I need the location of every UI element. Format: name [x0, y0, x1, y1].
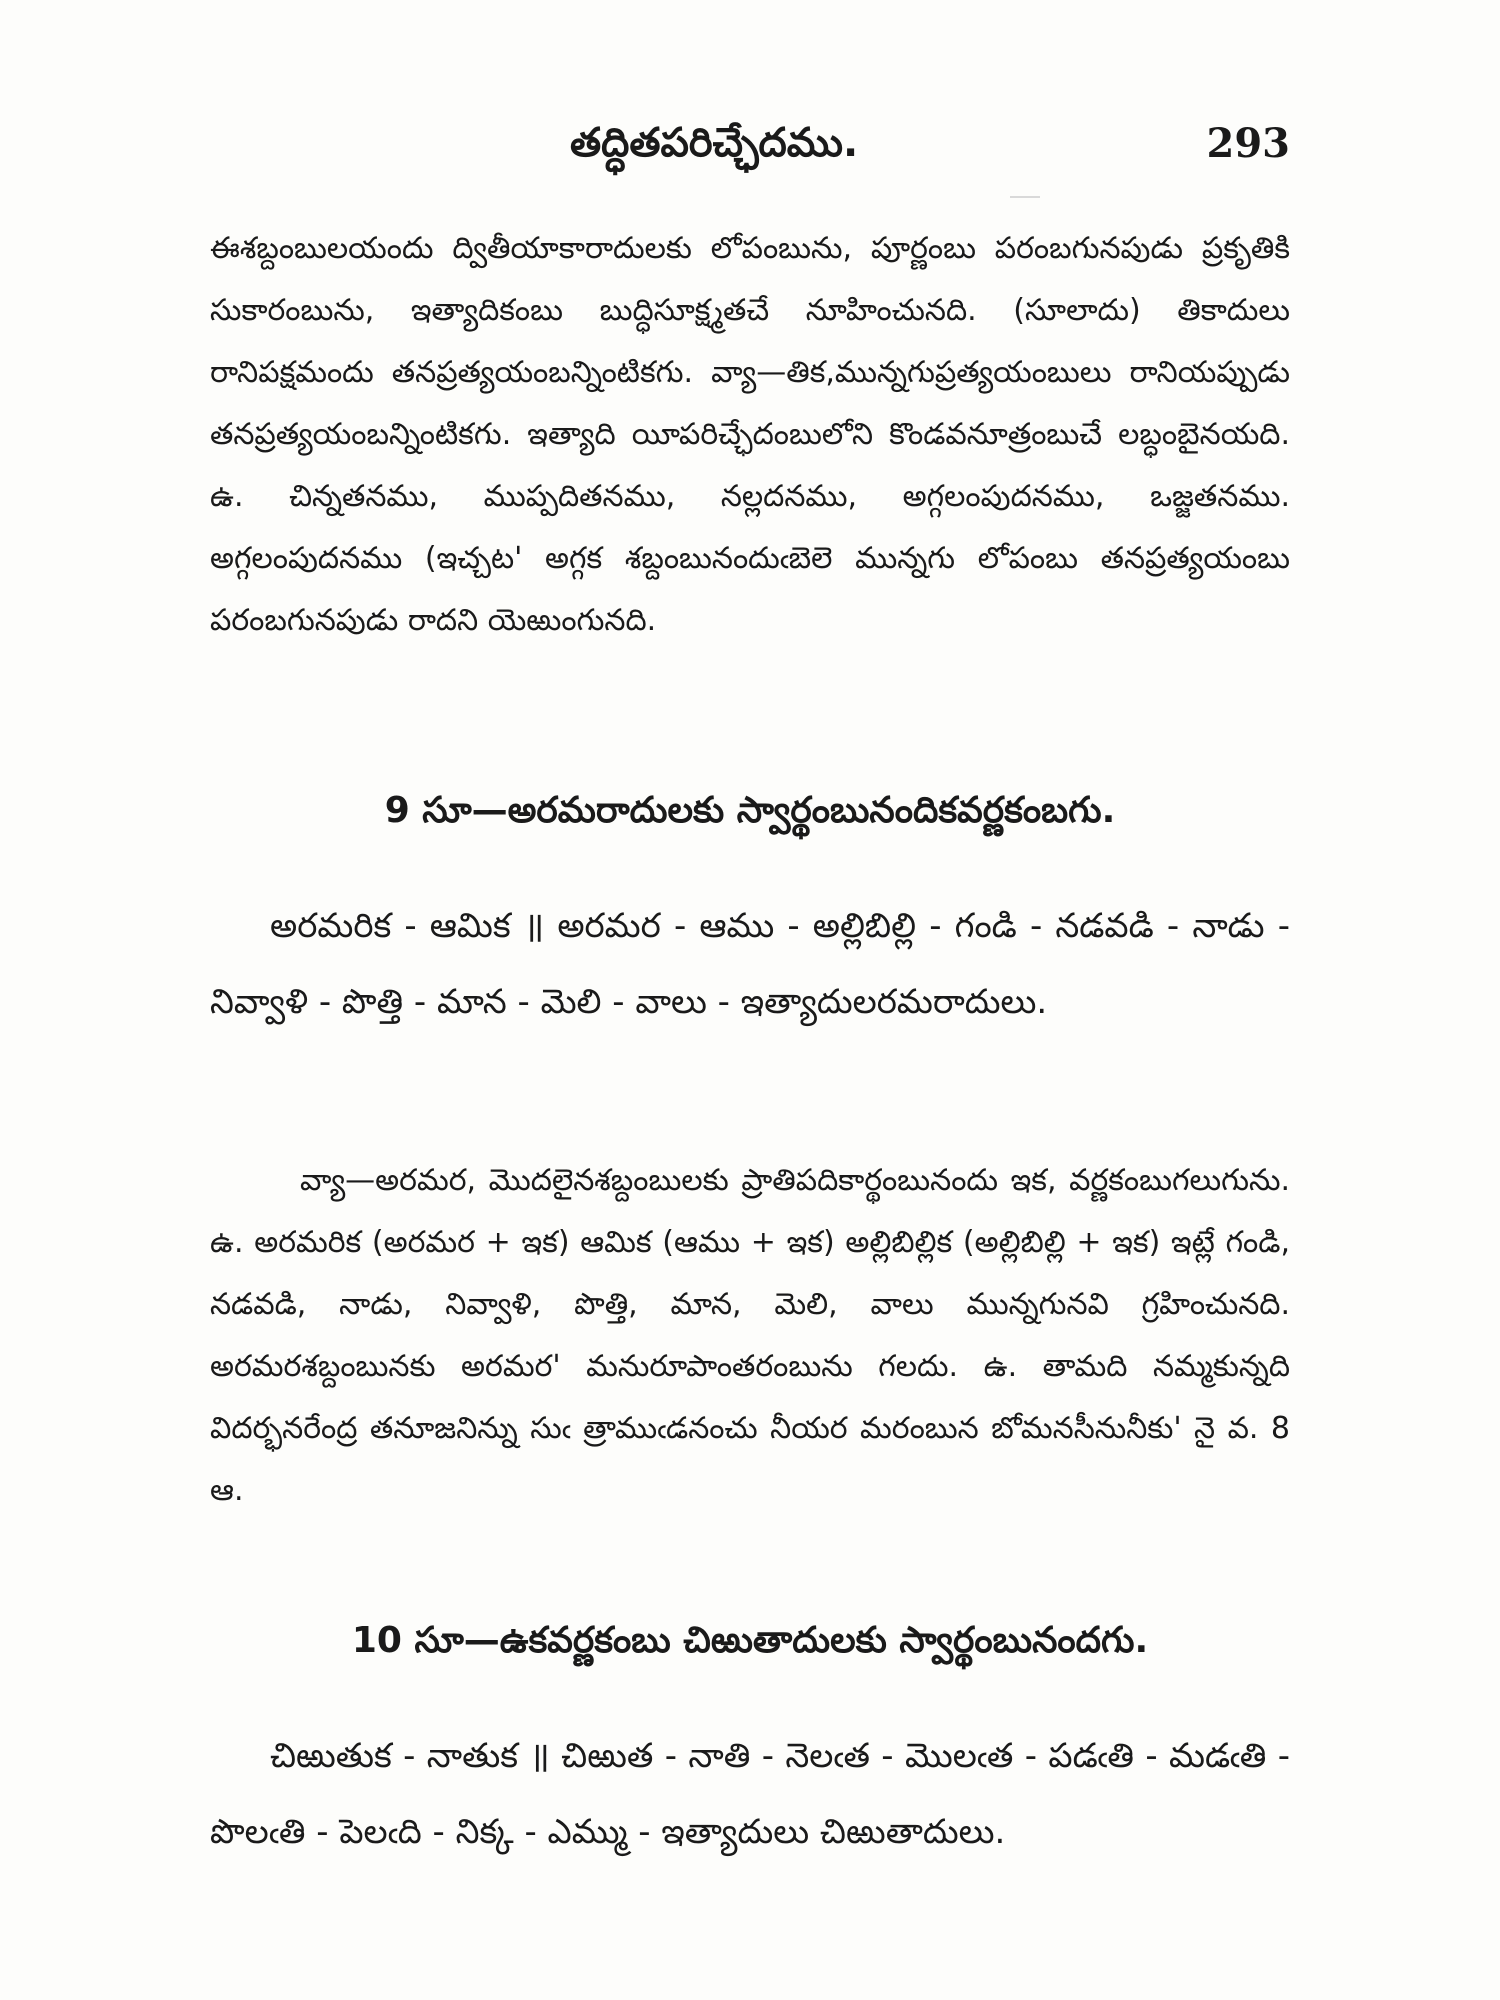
gana-10-list: చిఱుతుక - నాతుక ॥ చిఱుత - నాతి - నెలఁత - మొలఁత - పడఁతి - మడఁతి - పొలఁతి - పెలఁది - నిక్క - ఎమ్ము - ఇత్యాదులు చిఱుతాదులు. — [210, 1736, 1290, 1852]
commentary-paragraph: వ్యా—అరమర, మొదలైనశబ్దంబులకు ప్రాతిపదికార్థంబునందు ఇక, వర్ణకంబుగలుగును. ఉ. అరమరిక (అరమర + ఇక) ఆమిక (ఆము + ఇక) అల్లిబిల్లిక (అల్లిబిల్లి + ఇక) ఇట్లే గండి, నడవడి, నాడు, నివ్వాళి, పొత్తి, మాన, మెలి, వాలు మున్నగునవి గ్రహించునది. అరమరశబ్దంబునకు అరమర' మనురూపాంతరంబును గలదు. ఉ. తామది నమ్మకున్నది విదర్భనరేంద్ర తనూజనిన్ను సుఁ త్రాముఁడనంచు నీయర మరంబున బోమనసీనునీకు' నై వ. 8 ఆ. — [210, 1163, 1290, 1508]
gana-9-list: అరమరిక - ఆమిక ॥ అరమర - ఆము - అల్లిబిల్లి - గండి - నడవడి - నాడు - నివ్వాళి - పొత్తి - మాన - మెలి - వాలు - ఇత్యాదులరమరాదులు. — [210, 906, 1290, 1022]
sutra-9-heading: 9 సూ—అరమరాదులకు స్వార్థంబునందికవర్ణకంబగు. — [384, 790, 1116, 831]
intro-paragraph: ఈశబ్దంబులయందు ద్వితీయాకారాదులకు లోపంబును, పూర్ణంబు పరంబగునపుడు ప్రకృతికి సుకారంబును, ఇత్యాదికంబు బుద్ధిసూక్ష్మతచే నూహించునది. (సూలాదు) తికాదులు రానిపక్షమందు తనప్రత్యయంబన్నింటికగు. వ్యా—తిక,మున్నగుప్రత్యయంబులు రానియప్పుడు తనప్రత్యయంబన్నింటికగు. ఇత్యాది యీపరిచ్ఛేదంబులోని కొండవనూత్రంబుచే లబ్ధంబైనయది. ఉ. చిన్నతనము, ముప్పదితనము, నల్లదనము, అగ్గలంపుదనము, ఒజ్జతనము. అగ్గలంపుదనము (ఇచ్చట' అగ్గక శబ్దంబునందుఁబెలె మున్నగు లోపంబు తనప్రత్యయంబు పరంబగునపుడు రాదని యెఱుంగునది. — [210, 231, 1290, 638]
running-title: తద్ధితపరిచ్ఛేదము. — [570, 120, 859, 166]
print-smudge — [1010, 196, 1040, 198]
page-header — [210, 120, 1290, 180]
sutra-10-heading: 10 సూ—ఉకవర్ణకంబు చిఱుతాదులకు స్వార్థంబునందగు. — [351, 1620, 1149, 1661]
page-number: 293 — [1206, 120, 1290, 167]
